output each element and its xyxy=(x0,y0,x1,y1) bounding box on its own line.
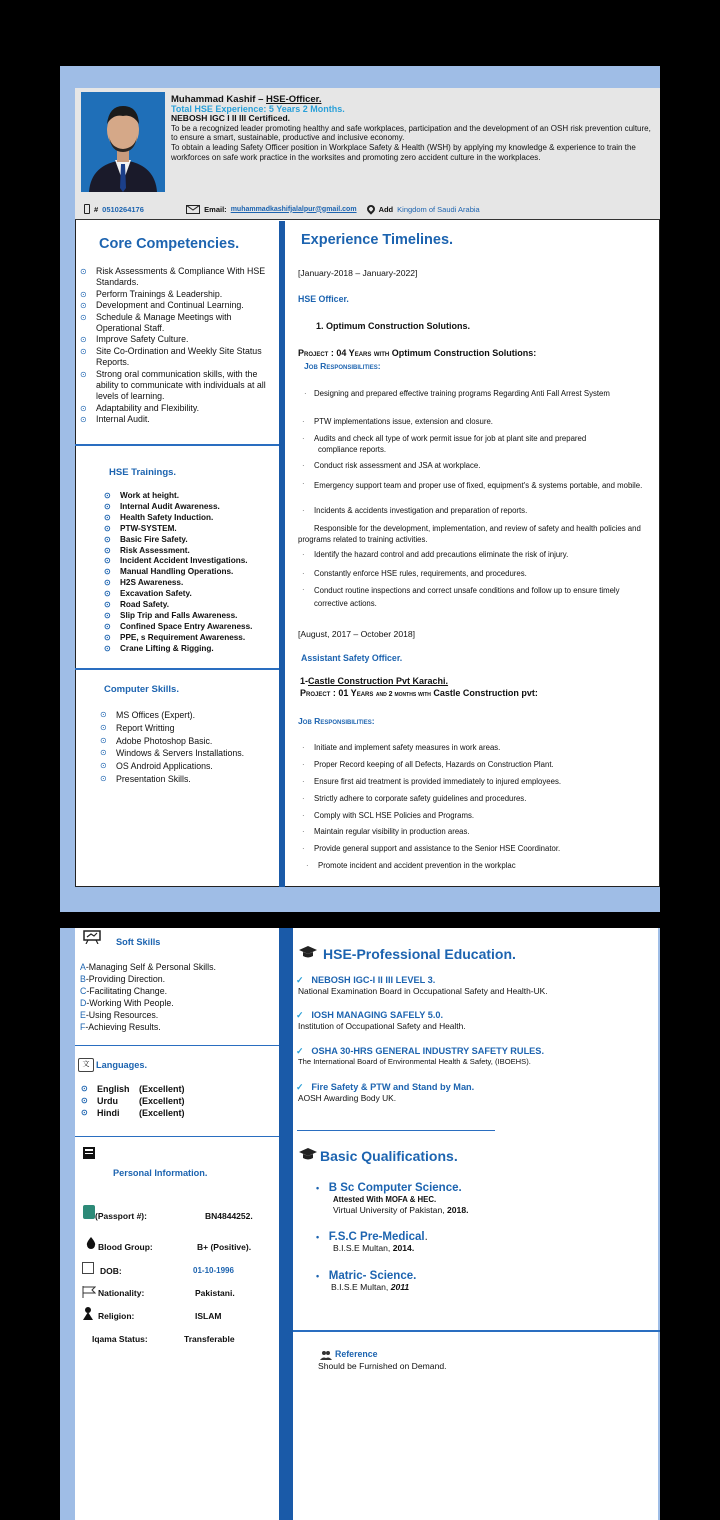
list-item: ⊙ Confined Space Entry Awareness. xyxy=(104,622,280,633)
core-competencies-list xyxy=(80,266,276,426)
list-item: ⊙ Basic Fire Safety. xyxy=(104,535,280,546)
education-item: ✓ OSHA 30-HRS GENERAL INDUSTRY SAFETY RULES. The International Board of Environmental Health & Safety, (IBOEHS). xyxy=(296,1046,544,1066)
list-item: ⊙ Road Safety. xyxy=(104,600,280,611)
religion-row: Religion: ISLAM xyxy=(98,1311,222,1321)
reference-heading: Reference xyxy=(335,1349,378,1359)
bullet-dot-icon: · xyxy=(302,794,305,803)
education-item: ✓ Fire Safety & PTW and Stand by Man. AOSH Awarding Body UK. xyxy=(296,1082,475,1103)
bullet-dot-icon: · xyxy=(302,743,305,752)
check-icon: ✓ xyxy=(296,1046,304,1056)
job1-item: Responsible for the development, implementation, and review of safety and health policies and programs related to training activities. xyxy=(298,524,641,545)
list-item: D-Working With People. xyxy=(80,998,174,1008)
job2-item: Promote incident and accident prevention in the workplac xyxy=(318,861,516,870)
job1-item: Audits and check all type of work permit issue for job at plant site and prepared compliance reports. xyxy=(314,434,587,454)
soft-skills-heading: Soft Skills xyxy=(116,937,161,947)
list-item: B-Providing Direction. xyxy=(80,974,166,984)
job2-item: Strictly adhere to corporate safety guidelines and procedures. xyxy=(314,794,527,803)
list-item: F-Achieving Results. xyxy=(80,1022,161,1032)
summary-2: To obtain a leading Safety Officer position in Workplace Safety & Health (WSH) by applying my knowledge & experience to train the workforces on safe work practice in the worksites and promoting zero accident culture in the workplaces. xyxy=(171,142,636,162)
graduation-cap-icon xyxy=(299,945,317,957)
qualification-item: • F.S.C Pre-Medical. B.I.S.E Multan, 2014. xyxy=(316,1231,428,1253)
job1-role: HSE Officer. xyxy=(298,294,349,304)
hse-trainings-heading: HSE Trainings. xyxy=(109,467,177,478)
header-text xyxy=(171,95,651,162)
bullet-dot-icon: · xyxy=(302,434,305,443)
bullet-dot-icon: · xyxy=(302,461,305,470)
list-item: ⊙ MS Offices (Expert). xyxy=(100,709,280,722)
job1-item: Incidents & accidents investigation and preparation of reports. xyxy=(314,506,528,515)
check-icon: ✓ xyxy=(296,975,304,985)
list-item: ⊙ English (Excellent) xyxy=(81,1083,185,1095)
bullet-dot-icon: · xyxy=(302,844,305,853)
soft-skills-list xyxy=(80,961,216,1033)
list-item: ⊙ Manual Handling Operations. xyxy=(104,567,280,578)
list-item: ⊙ PTW-SYSTEM. xyxy=(104,524,280,535)
job1-item: PTW implementations issue, extension and closure. xyxy=(314,417,493,426)
list-item: ⊙ Risk Assessment. xyxy=(104,546,280,557)
graduation-cap-icon xyxy=(299,1147,317,1159)
address: Kingdom of Saudi Arabia xyxy=(397,204,480,214)
list-item: ⊙ Incident Accident Investigations. xyxy=(104,556,280,567)
education-item: ✓ IOSH MANAGING SAFELY 5.0. Institution of Occupational Safety and Health. xyxy=(296,1010,466,1031)
section-divider xyxy=(75,444,279,446)
page-2-frame-right xyxy=(658,928,660,1520)
qualification-item: • B Sc Computer Science. Attested With MOFA & HEC. Virtual University of Pakistan, 2018. xyxy=(316,1182,469,1215)
bullet-dot-icon: · xyxy=(302,777,305,786)
list-item: ⊙ Adaptability and Flexibility. xyxy=(80,403,276,414)
translate-icon: 文 xyxy=(78,1058,94,1072)
list-item: ⊙ Health Safety Induction. xyxy=(104,513,280,524)
check-icon: ✓ xyxy=(296,1082,304,1092)
job2-item: Provide general support and assistance to the Senior HSE Coordinator. xyxy=(314,844,561,853)
list-item: ⊙ Site Co-Ordination and Weekly Site Status Reports. xyxy=(80,346,276,369)
personal-info-heading: Personal Information. xyxy=(113,1168,208,1178)
job1-project: Project : 04 Years with Optimum Construction Solutions: xyxy=(298,348,537,358)
list-item: ⊙ Report Writting xyxy=(100,722,280,735)
job1-item: Identify the hazard control and add precautions eliminate the risk of injury. xyxy=(314,550,569,559)
education-item: ✓ NEBOSH IGC-I II III LEVEL 3. National Examination Board in Occupational Safety and Health-UK. xyxy=(296,975,548,996)
people-icon xyxy=(320,1347,332,1357)
profile-photo xyxy=(81,92,165,192)
bullet-dot-icon: · xyxy=(302,827,305,836)
job1-item: Constantly enforce HSE rules, requirements, and procedures. xyxy=(314,569,527,578)
email-link[interactable]: muhammadkashifjalalpur@gmail.com xyxy=(230,205,357,213)
list-item: ⊙ Crane Lifting & Rigging. xyxy=(104,644,280,655)
nebosh-certification: NEBOSH IGC I II III Certificed. xyxy=(171,113,291,124)
qualification-item: • Matric- Science. B.I.S.E Multan, 2011 xyxy=(316,1270,417,1292)
bullet-dot-icon: · xyxy=(302,585,305,594)
summary-1: To be a recognized leader promoting healthy and safe workplaces, participation and the development of an OSH risk prevention culture, to ensure a smart, sustainable, productive and inclusive economy. xyxy=(171,123,651,143)
list-item: ⊙ Strong oral communication skills, with the ability to communicate with individuals at all levels of learning. xyxy=(80,369,276,403)
list-item: ⊙ OS Android Applications. xyxy=(100,760,280,773)
experience-heading: Experience Timelines. xyxy=(301,232,454,248)
blood-row: Blood Group: B+ (Positive). xyxy=(98,1242,252,1252)
job2-period: [August, 2017 – October 2018] xyxy=(298,629,416,639)
bullet-dot-icon: · xyxy=(302,811,305,820)
page-2-frame-left xyxy=(60,928,75,1520)
list-item: ⊙ Development and Continual Learning. xyxy=(80,300,276,311)
list-item: ⊙ Schedule & Manage Meetings with Operational Staff. xyxy=(80,312,276,335)
iqama-row: Iqama Status: Transferable xyxy=(92,1334,235,1344)
list-item: C-Facilitating Change. xyxy=(80,986,168,996)
job2-item: Proper Record keeping of all Defects, Hazards on Construction Plant. xyxy=(314,760,554,769)
bullet-dot-icon: · xyxy=(302,569,305,578)
passport-icon xyxy=(83,1205,95,1219)
list-item: ⊙ Perform Trainings & Leadership. xyxy=(80,289,276,300)
job1-period: [January-2018 – January-2022] xyxy=(298,268,418,278)
job2-responsibilities-label: Job Responsibilities: xyxy=(298,716,375,726)
education-heading: HSE-Professional Education. xyxy=(323,946,516,962)
contact-bar: # 0510264176 Email: muhammadkashifjalalpur@gmail.com Add Kingdom of Saudi Arabia xyxy=(84,204,654,214)
hse-trainings-list xyxy=(104,491,280,655)
calendar-icon xyxy=(82,1262,94,1274)
total-experience: Total HSE Experience: 5 Years 2 Months. xyxy=(171,103,345,114)
bullet-dot-icon: · xyxy=(306,861,309,870)
bullet-dot-icon: · xyxy=(302,506,305,515)
reference-text: Should be Furnished on Demand. xyxy=(318,1361,447,1371)
job2-company: 1-Castle Construction Pvt Karachi. xyxy=(300,676,449,686)
list-item: A-Managing Self & Personal Skills. xyxy=(80,962,216,972)
qualifications-heading: Basic Qualifications. xyxy=(320,1148,458,1164)
job1-item: Conduct risk assessment and JSA at workplace. xyxy=(314,461,481,470)
check-icon: ✓ xyxy=(296,1010,304,1020)
column-divider xyxy=(279,928,293,1520)
section-divider xyxy=(75,1045,279,1046)
job1-item: Emergency support team and proper use of fixed, equipment's & systems portable, and mobile. xyxy=(314,481,643,490)
dob-row: DOB: 01-10-1996 xyxy=(100,1266,234,1276)
list-item: ⊙ Adobe Photoshop Basic. xyxy=(100,735,280,748)
email-icon xyxy=(186,205,200,214)
core-competencies-heading: Core Competencies. xyxy=(99,236,240,252)
bullet-dot-icon: · xyxy=(302,760,305,769)
job2-item: Maintain regular visibility in production areas. xyxy=(314,827,470,836)
list-item: ⊙ Presentation Skills. xyxy=(100,773,280,786)
job2-project: Project : 01 Years and 2 months with Castle Construction pvt: xyxy=(300,688,538,698)
list-item: ⊙ Internal Audit Awareness. xyxy=(104,502,280,513)
candidate-name: Muhammad Kashif – HSE-Officer. xyxy=(171,94,322,105)
job2-role: Assistant Safety Officer. xyxy=(301,653,403,663)
job2-item: Ensure first aid treatment is provided immediately to injured employees. xyxy=(314,777,562,786)
list-item: ⊙ Urdu (Excellent) xyxy=(81,1095,185,1107)
list-item: ⊙ Excavation Safety. xyxy=(104,589,280,600)
job1-responsibilities-label: Job Responsibilities: xyxy=(304,361,381,371)
list-item: ⊙ H2S Awareness. xyxy=(104,578,280,589)
blood-drop-icon xyxy=(85,1236,97,1248)
flag-icon xyxy=(82,1285,96,1297)
id-card-icon xyxy=(82,1146,96,1160)
computer-skills-heading: Computer Skills. xyxy=(104,684,179,695)
computer-skills-list xyxy=(100,709,280,786)
presentation-board-icon xyxy=(83,930,101,944)
bullet-dot-icon: · xyxy=(302,550,305,559)
phone-icon xyxy=(84,204,90,214)
bullet-dot-icon: · xyxy=(302,479,305,488)
location-pin-icon xyxy=(365,203,376,214)
passport-row: (Passport #): BN4844252. xyxy=(95,1211,253,1221)
list-item: E-Using Resources. xyxy=(80,1010,159,1020)
list-item: ⊙ Hindi (Excellent) xyxy=(81,1107,185,1119)
languages-heading: Languages. xyxy=(96,1060,148,1070)
job1-company: 1. Optimum Construction Solutions. xyxy=(316,321,470,331)
bullet-dot-icon: · xyxy=(304,389,307,398)
job2-item: Comply with SCL HSE Policies and Programs. xyxy=(314,811,475,820)
list-item: ⊙ PPE, s Requirement Awareness. xyxy=(104,633,280,644)
section-divider xyxy=(297,1130,495,1131)
job1-item: Conduct routine inspections and correct unsafe conditions and follow up to ensure timely corrective actions. xyxy=(314,586,620,608)
list-item: ⊙ Internal Audit. xyxy=(80,414,276,425)
list-item: ⊙ Improve Safety Culture. xyxy=(80,334,276,345)
job1-item: Designing and prepared effective training programs Regarding Anti Fall Arrest System xyxy=(314,389,610,398)
section-divider xyxy=(75,1136,279,1137)
bullet-dot-icon: · xyxy=(302,417,305,426)
section-divider xyxy=(75,668,279,670)
phone-number[interactable]: 0510264176 xyxy=(102,204,144,214)
list-item: ⊙ Windows & Servers Installations. xyxy=(100,747,280,760)
list-item: ⊙ Slip Trip and Falls Awareness. xyxy=(104,611,280,622)
job2-item: Initiate and implement safety measures in work areas. xyxy=(314,743,501,752)
list-item: ⊙ Work at height. xyxy=(104,491,280,502)
nationality-row: Nationality: Pakistani. xyxy=(98,1288,235,1298)
list-item: ⊙ Risk Assessments & Compliance With HSE Standards. xyxy=(80,266,276,289)
languages-list xyxy=(81,1083,185,1119)
religion-icon xyxy=(81,1306,95,1320)
section-divider xyxy=(293,1330,660,1332)
